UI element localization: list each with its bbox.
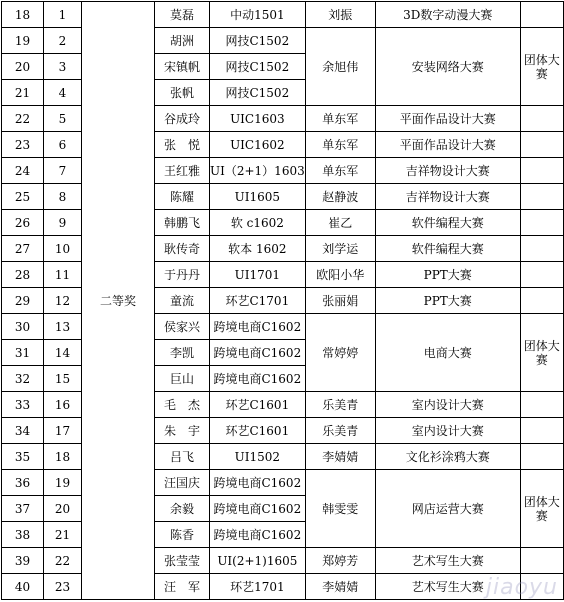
row-number: 38 bbox=[2, 522, 44, 548]
student-name: 李凯 bbox=[155, 340, 210, 366]
class-name: 网技C1502 bbox=[210, 80, 306, 106]
student-name: 张莹莹 bbox=[155, 548, 210, 574]
teacher-name: 韩雯雯 bbox=[305, 470, 375, 548]
student-name: 巨山 bbox=[155, 366, 210, 392]
award-rank: 7 bbox=[44, 158, 82, 184]
row-number: 18 bbox=[2, 2, 44, 28]
row-number: 19 bbox=[2, 28, 44, 54]
class-name: UI（2+1）1603 bbox=[210, 158, 306, 184]
teacher-name: 赵静波 bbox=[305, 184, 375, 210]
student-name: 耿传奇 bbox=[155, 236, 210, 262]
student-name: 张帆 bbox=[155, 80, 210, 106]
contest-name: 室内设计大赛 bbox=[375, 418, 520, 444]
teacher-name: 刘学运 bbox=[305, 236, 375, 262]
row-number: 21 bbox=[2, 80, 44, 106]
award-rank: 16 bbox=[44, 392, 82, 418]
award-rank: 3 bbox=[44, 54, 82, 80]
award-rank: 10 bbox=[44, 236, 82, 262]
award-rank: 18 bbox=[44, 444, 82, 470]
team-note bbox=[520, 288, 563, 314]
row-number: 27 bbox=[2, 236, 44, 262]
team-note bbox=[520, 548, 563, 574]
contest-name: 艺术写生大赛 bbox=[375, 548, 520, 574]
team-note: 团体大赛 bbox=[520, 314, 563, 392]
student-name: 汪 军 bbox=[155, 574, 210, 600]
row-number: 34 bbox=[2, 418, 44, 444]
watermark: jiaoyu bbox=[485, 575, 558, 600]
team-note bbox=[520, 210, 563, 236]
row-number: 33 bbox=[2, 392, 44, 418]
student-name: 朱 宇 bbox=[155, 418, 210, 444]
row-number: 32 bbox=[2, 366, 44, 392]
row-number: 23 bbox=[2, 132, 44, 158]
student-name: 韩鹏飞 bbox=[155, 210, 210, 236]
class-name: 环艺C1601 bbox=[210, 418, 306, 444]
row-number: 28 bbox=[2, 262, 44, 288]
class-name: 软本 1602 bbox=[210, 236, 306, 262]
award-rank: 5 bbox=[44, 106, 82, 132]
award-rank: 12 bbox=[44, 288, 82, 314]
contest-name: PPT大赛 bbox=[375, 262, 520, 288]
teacher-name: 单东军 bbox=[305, 132, 375, 158]
contest-name: 室内设计大赛 bbox=[375, 392, 520, 418]
team-note bbox=[520, 106, 563, 132]
award-rank: 17 bbox=[44, 418, 82, 444]
row-number: 35 bbox=[2, 444, 44, 470]
award-rank: 20 bbox=[44, 496, 82, 522]
table-row bbox=[2, 2, 564, 28]
student-name: 谷成玲 bbox=[155, 106, 210, 132]
student-name: 宋镇帆 bbox=[155, 54, 210, 80]
award-rank: 15 bbox=[44, 366, 82, 392]
award-rank: 4 bbox=[44, 80, 82, 106]
teacher-name: 常婷婷 bbox=[305, 314, 375, 392]
teacher-name: 单东军 bbox=[305, 158, 375, 184]
class-name: UI1502 bbox=[210, 444, 306, 470]
contest-name: 安装网络大赛 bbox=[375, 28, 520, 106]
class-name: UI(2+1)1605 bbox=[210, 548, 306, 574]
award-rank: 21 bbox=[44, 522, 82, 548]
teacher-name: 刘振 bbox=[305, 2, 375, 28]
contest-name: 软件编程大赛 bbox=[375, 236, 520, 262]
award-rank: 6 bbox=[44, 132, 82, 158]
row-number: 29 bbox=[2, 288, 44, 314]
teacher-name: 单东军 bbox=[305, 106, 375, 132]
contest-name: 吉祥物设计大赛 bbox=[375, 184, 520, 210]
class-name: 环艺C1601 bbox=[210, 392, 306, 418]
team-note bbox=[520, 574, 563, 600]
class-name: 跨境电商C1602 bbox=[210, 340, 306, 366]
contest-name: 平面作品设计大赛 bbox=[375, 132, 520, 158]
award-rank: 19 bbox=[44, 470, 82, 496]
team-note bbox=[520, 132, 563, 158]
student-name: 侯家兴 bbox=[155, 314, 210, 340]
row-number: 20 bbox=[2, 54, 44, 80]
class-name: UIC1603 bbox=[210, 106, 306, 132]
team-note bbox=[520, 184, 563, 210]
class-name: 跨境电商C1602 bbox=[210, 314, 306, 340]
award-rank: 2 bbox=[44, 28, 82, 54]
contest-name: 3D数字动漫大赛 bbox=[375, 2, 520, 28]
row-number: 30 bbox=[2, 314, 44, 340]
student-name: 莫磊 bbox=[155, 2, 210, 28]
class-name: 网技C1502 bbox=[210, 28, 306, 54]
award-rank: 1 bbox=[44, 2, 82, 28]
contest-name: 软件编程大赛 bbox=[375, 210, 520, 236]
team-note bbox=[520, 392, 563, 418]
team-note: 团体大赛 bbox=[520, 470, 563, 548]
award-rank: 22 bbox=[44, 548, 82, 574]
teacher-name: 乐美青 bbox=[305, 392, 375, 418]
row-number: 26 bbox=[2, 210, 44, 236]
team-note bbox=[520, 444, 563, 470]
team-note bbox=[520, 158, 563, 184]
row-number: 40 bbox=[2, 574, 44, 600]
class-name: UIC1602 bbox=[210, 132, 306, 158]
award-rank: 23 bbox=[44, 574, 82, 600]
teacher-name: 崔乙 bbox=[305, 210, 375, 236]
team-note bbox=[520, 236, 563, 262]
teacher-name: 李婧婧 bbox=[305, 444, 375, 470]
teacher-name: 余旭伟 bbox=[305, 28, 375, 106]
class-name: 环艺1701 bbox=[210, 574, 306, 600]
row-number: 22 bbox=[2, 106, 44, 132]
class-name: 软 c1602 bbox=[210, 210, 306, 236]
teacher-name: 张丽娟 bbox=[305, 288, 375, 314]
teacher-name: 郑婷芳 bbox=[305, 548, 375, 574]
awards-table-wrapper bbox=[1, 1, 564, 600]
teacher-name: 欧阳小华 bbox=[305, 262, 375, 288]
team-note bbox=[520, 418, 563, 444]
class-name: 跨境电商C1602 bbox=[210, 522, 306, 548]
contest-name: 文化衫涂鸦大赛 bbox=[375, 444, 520, 470]
class-name: 环艺C1701 bbox=[210, 288, 306, 314]
team-note bbox=[520, 262, 563, 288]
award-rank: 14 bbox=[44, 340, 82, 366]
class-name: 网技C1502 bbox=[210, 54, 306, 80]
contest-name: PPT大赛 bbox=[375, 288, 520, 314]
class-name: 中动1501 bbox=[210, 2, 306, 28]
row-number: 39 bbox=[2, 548, 44, 574]
contest-name: 吉祥物设计大赛 bbox=[375, 158, 520, 184]
contest-name: 艺术写生大赛 bbox=[375, 574, 520, 600]
student-name: 毛 杰 bbox=[155, 392, 210, 418]
contest-name: 平面作品设计大赛 bbox=[375, 106, 520, 132]
student-name: 陈耀 bbox=[155, 184, 210, 210]
row-number: 31 bbox=[2, 340, 44, 366]
class-name: UI1605 bbox=[210, 184, 306, 210]
student-name: 胡洲 bbox=[155, 28, 210, 54]
award-rank: 11 bbox=[44, 262, 82, 288]
team-note bbox=[520, 2, 563, 28]
row-number: 36 bbox=[2, 470, 44, 496]
contest-name: 网店运营大赛 bbox=[375, 470, 520, 548]
student-name: 汪国庆 bbox=[155, 470, 210, 496]
teacher-name: 李婧婧 bbox=[305, 574, 375, 600]
row-number: 25 bbox=[2, 184, 44, 210]
row-number: 24 bbox=[2, 158, 44, 184]
student-name: 王红雅 bbox=[155, 158, 210, 184]
class-name: 跨境电商C1602 bbox=[210, 366, 306, 392]
award-rank: 8 bbox=[44, 184, 82, 210]
award-level: 二等奖 bbox=[82, 2, 155, 600]
student-name: 吕飞 bbox=[155, 444, 210, 470]
awards-table bbox=[1, 1, 564, 600]
student-name: 张 悦 bbox=[155, 132, 210, 158]
class-name: 跨境电商C1602 bbox=[210, 496, 306, 522]
row-number: 37 bbox=[2, 496, 44, 522]
class-name: 跨境电商C1602 bbox=[210, 470, 306, 496]
contest-name: 电商大赛 bbox=[375, 314, 520, 392]
award-rank: 13 bbox=[44, 314, 82, 340]
student-name: 陈香 bbox=[155, 522, 210, 548]
team-note: 团体大赛 bbox=[520, 28, 563, 106]
teacher-name: 乐美青 bbox=[305, 418, 375, 444]
student-name: 于丹丹 bbox=[155, 262, 210, 288]
award-rank: 9 bbox=[44, 210, 82, 236]
student-name: 童流 bbox=[155, 288, 210, 314]
student-name: 余毅 bbox=[155, 496, 210, 522]
class-name: UI1701 bbox=[210, 262, 306, 288]
